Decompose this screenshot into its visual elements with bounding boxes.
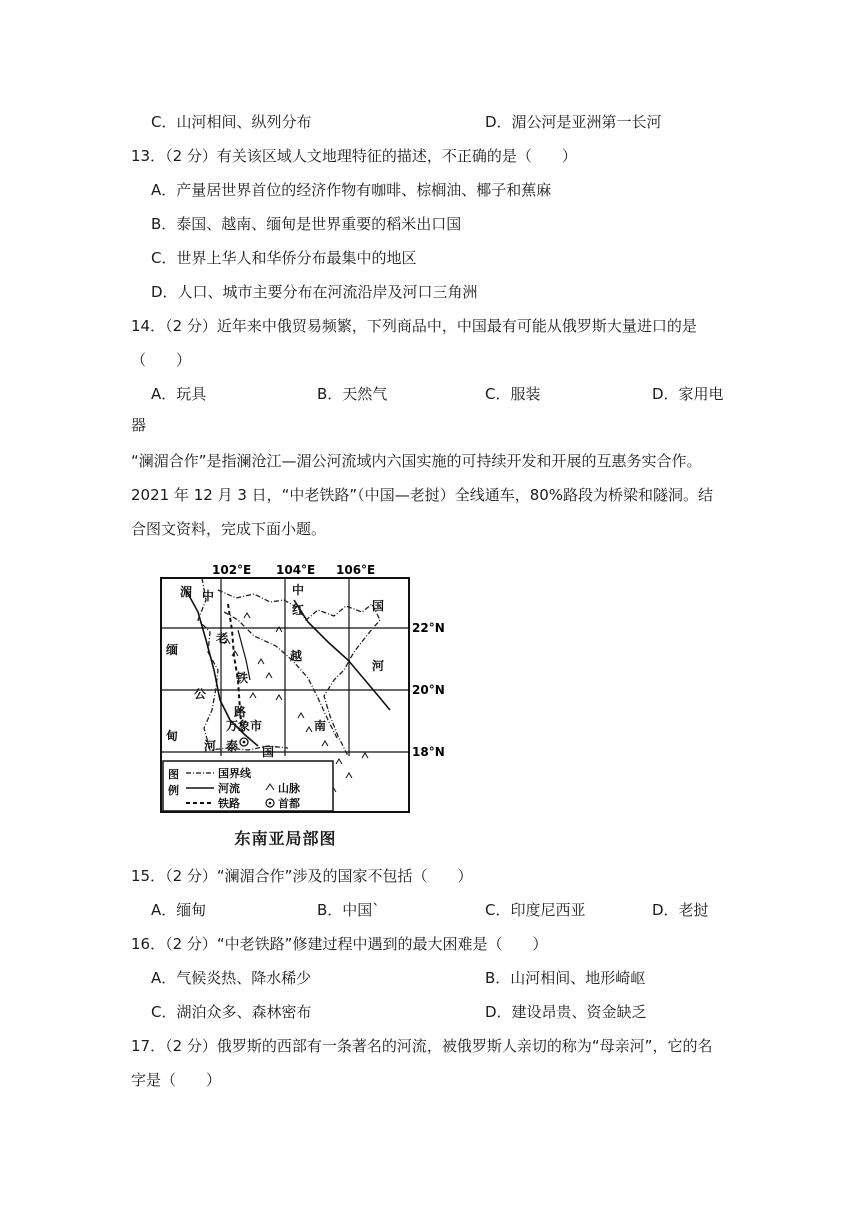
map-caption: 东南亚局部图 xyxy=(234,829,337,848)
q15-stem: 15．（2 分）“澜湄合作”涉及的国家不包括（ ） xyxy=(131,867,473,885)
q14-option-d-wrap: 器 xyxy=(131,416,147,434)
q15-option-c: C．印度尼西亚 xyxy=(485,901,586,919)
q14-stem-continued: （ ） xyxy=(131,351,192,369)
q14-option-d: D．家用电 xyxy=(652,385,724,403)
legend-railway: 铁路 xyxy=(218,797,240,810)
label-lao: 老 xyxy=(216,631,229,645)
label-yue: 越 xyxy=(290,649,303,663)
label-wanxiang: 万象市 xyxy=(226,719,263,733)
legend-title-1: 图 xyxy=(168,768,179,781)
q14-option-a: A．玩具 xyxy=(151,385,207,403)
q14-option-c: C．服装 xyxy=(485,385,541,403)
label-he-2: 河 xyxy=(204,739,217,753)
label-guo-1: 国 xyxy=(372,599,385,613)
legend-river: 河流 xyxy=(218,782,240,795)
q17-stem: 17．（2 分）俄罗斯的西部有一条著名的河流，被俄罗斯人亲切的称为“母亲河”，它的名 xyxy=(131,1037,713,1055)
q16-option-b: B．山河相间、地形崎岖 xyxy=(485,969,646,987)
label-nan: 南 xyxy=(314,719,327,733)
legend-title-2: 例 xyxy=(168,784,179,797)
legend-border: 国界线 xyxy=(218,767,251,780)
map-svg xyxy=(158,560,445,826)
legend-capital: 首都 xyxy=(278,797,300,810)
label-hong: 红 xyxy=(292,603,305,617)
q16-option-d: D．建设昂贵、资金缺乏 xyxy=(485,1003,647,1021)
passage-line-3: 合图文资料，完成下面小题。 xyxy=(131,520,327,538)
q13-option-b: B．泰国、越南、缅甸是世界重要的稻米出口国 xyxy=(151,215,462,233)
lon-label-106: 106°E xyxy=(336,563,376,577)
red-river xyxy=(294,600,390,710)
label-he-1: 河 xyxy=(372,659,385,673)
q15-option-a: A．缅甸 xyxy=(151,901,207,919)
legend-mountain: 山脉 xyxy=(278,782,300,795)
lon-label-102: 102°E xyxy=(212,563,252,577)
label-zhong-1: 中 xyxy=(202,589,215,603)
q13-option-d: D．人口、城市主要分布在河流沿岸及河口三角洲 xyxy=(151,283,478,301)
q12-option-c: C．山河相间、纵列分布 xyxy=(151,113,312,131)
passage-line-1: “澜湄合作”是指澜沧江—湄公河流域内六国实施的可持续开发和开展的互惠务实合作。 xyxy=(131,452,702,470)
passage-line-2: 2021 年 12 月 3 日，“中老铁路”（中国—老挝）全线通车，80%路段为桥梁和隧洞。结 xyxy=(131,486,714,504)
label-lu: 路 xyxy=(234,705,247,719)
q17-stem-continued: 字是（ ） xyxy=(131,1071,222,1089)
q12-option-d: D．湄公河是亚洲第一长河 xyxy=(485,113,662,131)
label-tai: 泰 xyxy=(226,739,239,753)
label-dian: 甸 xyxy=(166,729,179,743)
label-mian: 缅 xyxy=(166,643,179,657)
southeast-asia-map xyxy=(158,560,445,852)
q13-option-c: C．世界上华人和华侨分布最集中的地区 xyxy=(151,249,417,267)
q13-option-a: A．产量居世界首位的经济作物有咖啡、棕榈油、椰子和蕉麻 xyxy=(151,181,552,199)
q15-option-b: B．中国` xyxy=(317,901,380,919)
lat-label-20: 20°N xyxy=(412,683,445,697)
q16-option-a: A．气候炎热、降水稀少 xyxy=(151,969,312,987)
lat-label-18: 18°N xyxy=(412,745,445,759)
label-mei: 湄 xyxy=(180,585,193,599)
label-zhong-2: 中 xyxy=(292,583,305,597)
label-tie: 铁 xyxy=(236,671,249,685)
q14-option-b: B．天然气 xyxy=(317,385,388,403)
label-guo-2: 国 xyxy=(262,745,275,759)
lon-label-104: 104°E xyxy=(276,563,316,577)
q16-option-c: C．湖泊众多、森林密布 xyxy=(151,1003,312,1021)
q14-stem: 14．（2 分）近年来中俄贸易频繁，下列商品中，中国最有可能从俄罗斯大量进口的是 xyxy=(131,317,697,335)
q16-stem: 16．（2 分）“中老铁路”修建过程中遇到的最大困难是（ ） xyxy=(131,935,548,953)
q13-stem: 13．（2 分）有关该区域人文地理特征的描述，不正确的是（ ） xyxy=(131,147,577,165)
label-gong: 公 xyxy=(194,687,207,701)
q15-option-d: D．老挝 xyxy=(652,901,709,919)
lat-label-22: 22°N xyxy=(412,621,445,635)
